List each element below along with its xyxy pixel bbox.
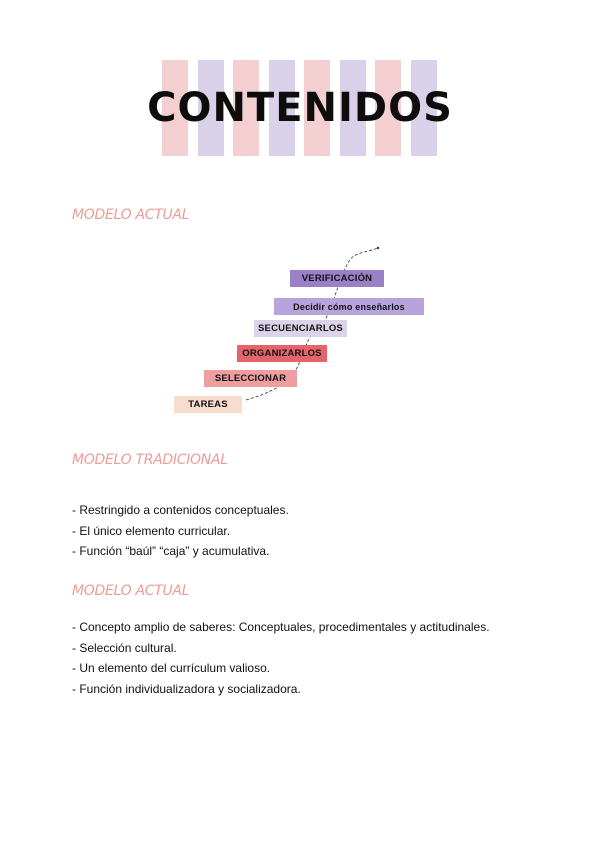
list-item: - Función individualizadora y socializadora. <box>72 681 301 696</box>
list-item: - Concepto amplio de saberes: Conceptuales, procedimentales y actitudinales. <box>72 620 490 634</box>
actual-model-list <box>72 617 490 699</box>
list-item: - Restringido a contenidos conceptuales. <box>72 503 289 517</box>
list-item: - El único elemento curricular. <box>72 523 231 538</box>
step-organizarlos <box>237 345 327 362</box>
step-tareas <box>174 396 242 413</box>
step-label: SELECCIONAR <box>214 373 287 384</box>
list-item: - Un elemento del currículum valioso. <box>72 661 271 675</box>
step-secuenciarlos <box>254 320 347 337</box>
list-item: - Selección cultural. <box>72 640 177 655</box>
step-decidir <box>274 298 424 315</box>
traditional-model-list <box>72 500 289 562</box>
section-heading-modelo-actual: MODELO ACTUAL <box>72 583 190 599</box>
step-label: VERIFICACIÓN <box>301 273 373 284</box>
step-label: ORGANIZARLOS <box>242 348 322 359</box>
step-label: SECUENCIARLOS <box>258 323 343 334</box>
section-heading-modelo-actual-diagram: MODELO ACTUAL <box>72 207 190 223</box>
section-heading-modelo-tradicional: MODELO TRADICIONAL <box>72 452 228 468</box>
page-title: CONTENIDOS <box>147 85 453 131</box>
step-label: Decidir cómo enseñarlos <box>293 301 405 312</box>
list-item: - Función “baúl” “caja” y acumulativa. <box>72 544 270 558</box>
step-verificacion <box>290 270 384 287</box>
step-label: TAREAS <box>188 399 228 410</box>
step-seleccionar <box>204 370 297 387</box>
staircase-diagram <box>160 238 450 423</box>
